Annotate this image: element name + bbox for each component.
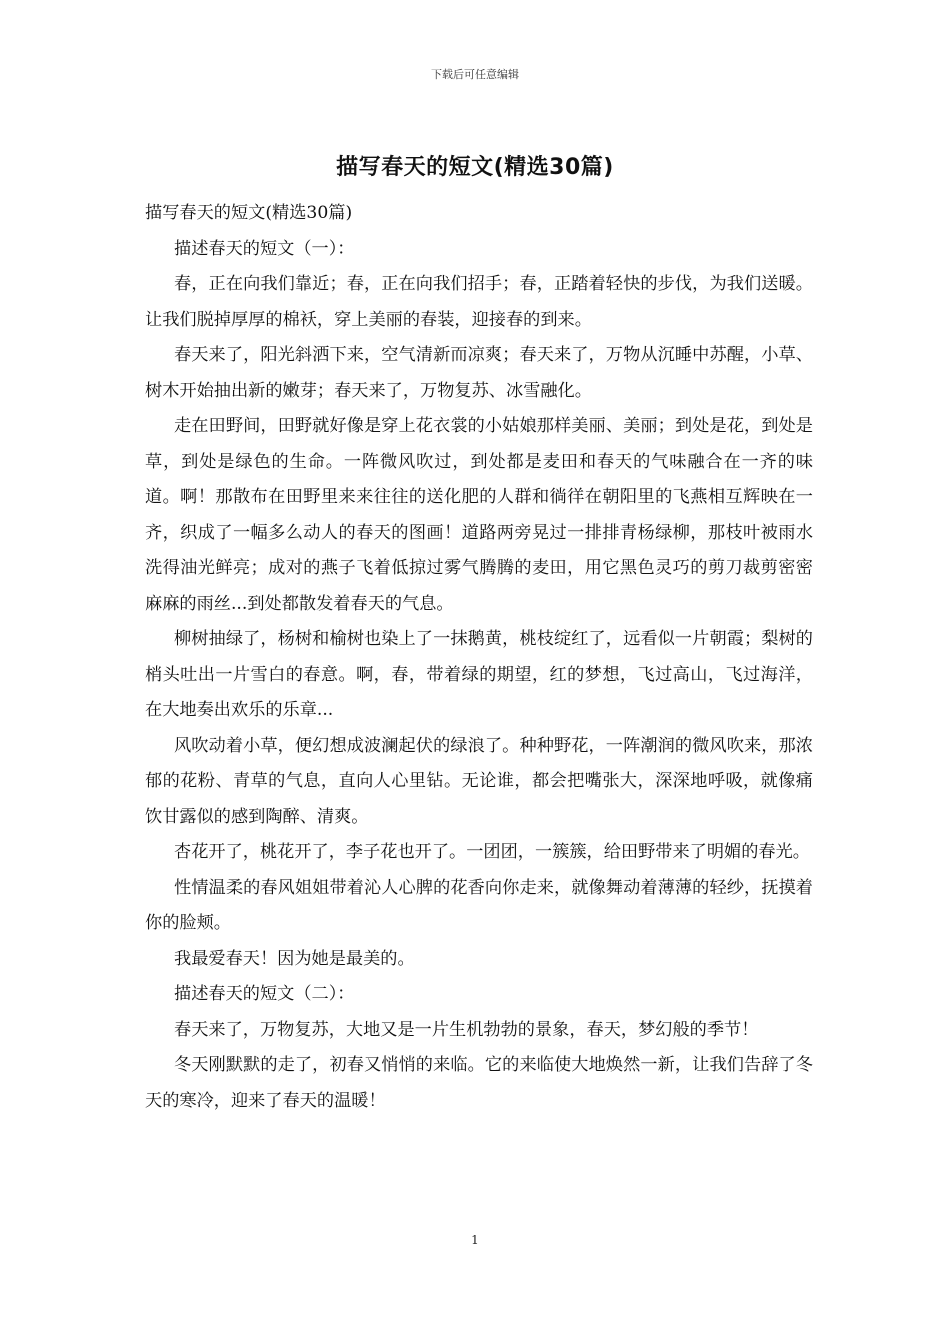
paragraph: 杏花开了，桃花开了，李子花也开了。一团团，一簇簇，给田野带来了明媚的春光。	[174, 842, 810, 862]
document-body	[145, 196, 813, 1119]
paragraph: 春天来了，万物复苏，大地又是一片生机勃勃的景象，春天，梦幻般的季节！	[174, 1019, 759, 1040]
paragraph: 描述春天的短文（一）：	[174, 238, 355, 259]
paragraph: 春，正在向我们靠近；春，正在向我们招手；春，正踏着轻快的步伐，为我们送暖。让我们脱掉厚厚的棉袄，穿上美丽的春装，迎接春的到来。	[145, 274, 813, 330]
paragraph: 柳树抽绿了，杨树和榆树也染上了一抹鹅黄，桃枝绽红了，远看似一片朝霞；梨树的梢头吐出一片雪白的春意。啊，春，带着绿的期望，红的梦想，飞过高山，飞过海洋，在大地奏出欢乐的乐章...	[145, 629, 813, 720]
paragraph: 描述春天的短文（二）：	[174, 984, 355, 1004]
paragraph: 春天来了，阳光斜洒下来，空气清新而凉爽；春天来了，万物从沉睡中苏醒，小草、树木开始抽出新的嫩芽；春天来了，万物复苏、冰雪融化。	[145, 345, 813, 401]
paragraph: 冬天刚默默的走了，初春又悄悄的来临。它的来临使大地焕然一新，让我们告辞了冬天的寒冷，迎来了春天的温暖！	[145, 1055, 813, 1111]
paragraph: 我最爱春天！因为她是最美的。	[174, 948, 415, 969]
paragraph: 走在田野间，田野就好像是穿上花衣裳的小姑娘那样美丽、美丽；到处是花，到处是草，到处是绿色的生命。一阵微风吹过，到处都是麦田和春天的气味融合在一齐的味道。啊！那散布在田野里来来往往的送化肥的人群和徜徉在朝阳里的飞燕相互辉映在一齐，织成了一幅多么动人的春天的图画！道路两旁晃过一排排青杨绿柳，那枝叶被雨水洗得油光鲜亮；成对的燕子飞着低掠过雾气腾腾的麦田，用它黑色灵巧的剪刀裁剪密密麻麻的雨丝...到处都散发着春天的气息。	[145, 416, 813, 614]
paragraph: 描写春天的短文(精选30篇)	[145, 203, 353, 223]
paragraph: 风吹动着小草，便幻想成波澜起伏的绿浪了。种种野花，一阵潮润的微风吹来，那浓郁的花粉、青草的气息，直向人心里钻。无论谁，都会把嘴张大，深深地呼吸，就像痛饮甘露似的感到陶醉、清爽。	[145, 735, 813, 827]
paragraph: 性情温柔的春风姐姐带着沁人心脾的花香向你走来，就像舞动着薄薄的轻纱，抚摸着你的脸颊。	[145, 877, 813, 933]
page-header: 下载后可任意编辑	[431, 68, 519, 81]
page-number: 1	[471, 1233, 479, 1247]
document-title: 描写春天的短文(精选30篇)	[336, 155, 614, 180]
